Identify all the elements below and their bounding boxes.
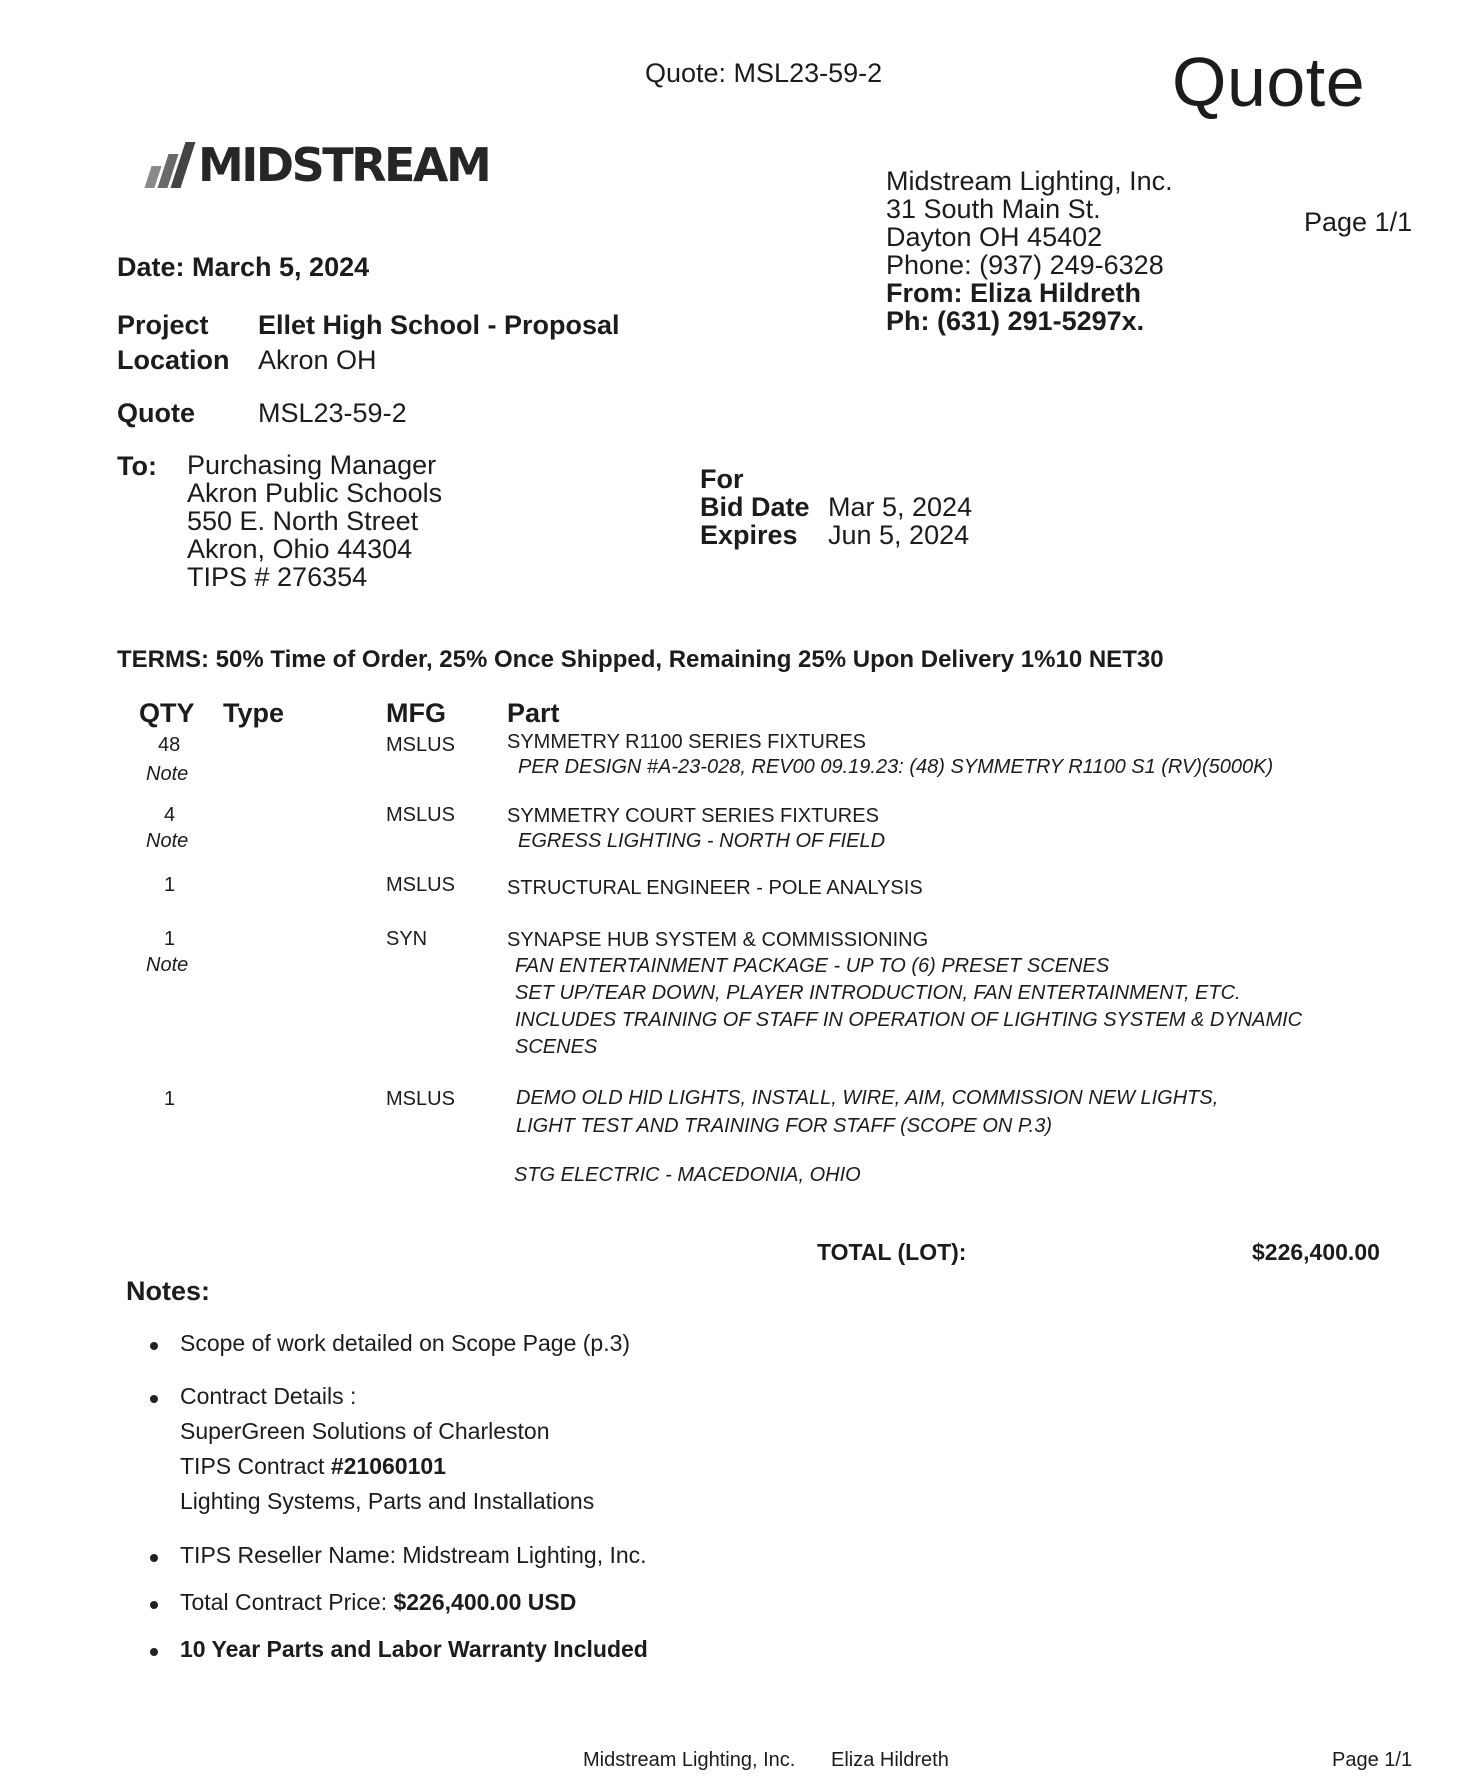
recipient-line: Akron Public Schools	[187, 478, 443, 508]
footer-company: Midstream Lighting, Inc.	[583, 1749, 796, 1771]
expires-value: Jun 5, 2024	[828, 520, 970, 550]
quote-label: Quote	[117, 398, 195, 428]
footer-page: Page 1/1	[1332, 1749, 1413, 1771]
bullet-icon	[150, 1342, 158, 1350]
payment-terms: TERMS: 50% Time of Order, 25% Once Shipped, Remaining 25% Upon Delivery 1%10 NET30	[117, 646, 1164, 673]
row-note: Note	[146, 954, 189, 976]
row-description: DEMO OLD HID LIGHTS, INSTALL, WIRE, AIM, COMMISSION NEW LIGHTS,	[516, 1087, 1219, 1109]
tips-contract-number: #21060101	[330, 1453, 446, 1479]
note-contract-scope: Lighting Systems, Parts and Installations	[180, 1488, 595, 1514]
note-price	[180, 1589, 576, 1616]
row-part: SYNAPSE HUB SYSTEM & COMMISSIONING	[507, 929, 929, 951]
company-name: Midstream Lighting, Inc.	[886, 166, 1173, 196]
company-address-block	[886, 167, 1173, 335]
expires-label: Expires	[700, 520, 798, 550]
bullet-icon	[150, 1601, 158, 1609]
row-mfg: MSLUS	[386, 804, 455, 826]
project-label: Project	[117, 310, 209, 340]
recipient-line: Akron, Ohio 44304	[187, 534, 413, 564]
row-qty: 1	[164, 874, 176, 896]
page-number: Page 1/1	[1304, 207, 1413, 237]
from-contact: From: Eliza Hildreth	[886, 278, 1142, 308]
row-description: SCENES	[515, 1036, 598, 1058]
row-mfg: SYN	[386, 928, 428, 950]
to-label: To:	[117, 451, 157, 481]
price-prefix: Total Contract Price:	[180, 1589, 394, 1615]
note-contract-number	[180, 1453, 446, 1480]
row-description: EGRESS LIGHTING - NORTH OF FIELD	[518, 830, 886, 852]
company-city: Dayton OH 45402	[886, 222, 1103, 252]
row-part: SYMMETRY COURT SERIES FIXTURES	[507, 805, 879, 827]
company-street: 31 South Main St.	[886, 194, 1101, 224]
quote-date: Date: March 5, 2024	[117, 252, 370, 282]
recipient-line: TIPS # 276354	[187, 562, 368, 592]
column-header-type: Type	[223, 698, 285, 728]
recipient-line: Purchasing Manager	[187, 450, 437, 480]
row-mfg: MSLUS	[386, 1088, 455, 1110]
bid-date-label: Bid Date	[700, 492, 810, 522]
bullet-icon	[150, 1648, 158, 1656]
total-value: $226,400.00	[1252, 1239, 1380, 1265]
bullet-icon	[150, 1554, 158, 1562]
bid-date-value: Mar 5, 2024	[828, 492, 973, 522]
logo-stripes-icon	[148, 142, 188, 188]
row-mfg: MSLUS	[386, 734, 455, 756]
for-label: For	[700, 464, 744, 494]
location-value: Akron OH	[258, 345, 377, 375]
price-value: $226,400.00 USD	[393, 1589, 577, 1615]
column-header-mfg: MFG	[386, 698, 446, 728]
company-phone: Phone: (937) 249-6328	[886, 250, 1164, 280]
row-description: FAN ENTERTAINMENT PACKAGE - UP TO (6) PRESET SCENES	[515, 955, 1110, 977]
document-title: Quote	[1172, 43, 1366, 121]
note-warranty: 10 Year Parts and Labor Warranty Included	[180, 1636, 648, 1662]
tips-contract-prefix: TIPS Contract	[180, 1453, 331, 1479]
column-header-part: Part	[507, 698, 560, 728]
note-reseller: TIPS Reseller Name: Midstream Lighting, Inc.	[180, 1542, 647, 1568]
footer-person: Eliza Hildreth	[831, 1749, 949, 1771]
logo-text: MIDSTREAM	[198, 138, 490, 192]
bid-block	[700, 465, 972, 549]
row-qty: 1	[164, 1088, 176, 1110]
notes-title: Notes:	[126, 1276, 211, 1306]
project-value: Ellet High School - Proposal	[258, 310, 620, 340]
company-logo	[148, 138, 489, 192]
recipient-address	[187, 451, 442, 591]
note-contract-company: SuperGreen Solutions of Charleston	[180, 1418, 550, 1444]
row-qty: 48	[158, 734, 181, 756]
quote-reference: Quote: MSL23-59-2	[645, 58, 883, 88]
row-note: Note	[146, 830, 189, 852]
quote-value: MSL23-59-2	[258, 398, 407, 428]
row-description: SET UP/TEAR DOWN, PLAYER INTRODUCTION, FAN ENTERTAINMENT, ETC.	[515, 982, 1241, 1004]
contact-phone: Ph: (631) 291-5297x.	[886, 306, 1145, 336]
row-mfg: MSLUS	[386, 874, 455, 896]
row-note: Note	[146, 763, 189, 785]
row-qty: 4	[164, 804, 176, 826]
note-scope: Scope of work detailed on Scope Page (p.3)	[180, 1330, 631, 1356]
column-header-qty: QTY	[139, 698, 195, 728]
row-description: INCLUDES TRAINING OF STAFF IN OPERATION OF LIGHTING SYSTEM & DYNAMIC	[515, 1009, 1303, 1031]
bullet-icon	[150, 1395, 158, 1403]
row-description: LIGHT TEST AND TRAINING FOR STAFF (SCOPE ON P.3)	[516, 1115, 1052, 1137]
row-part: SYMMETRY R1100 SERIES FIXTURES	[507, 731, 866, 753]
row-qty: 1	[164, 928, 176, 950]
recipient-line: 550 E. North Street	[187, 506, 419, 536]
location-label: Location	[117, 345, 230, 375]
row-description: STG ELECTRIC - MACEDONIA, OHIO	[514, 1164, 861, 1186]
row-part: STRUCTURAL ENGINEER - POLE ANALYSIS	[507, 877, 923, 899]
row-description: PER DESIGN #A-23-028, REV00 09.19.23: (48) SYMMETRY R1100 S1 (RV)(5000K)	[518, 756, 1274, 778]
total-label: TOTAL (LOT):	[817, 1239, 967, 1265]
note-contract-label: Contract Details :	[180, 1383, 357, 1409]
